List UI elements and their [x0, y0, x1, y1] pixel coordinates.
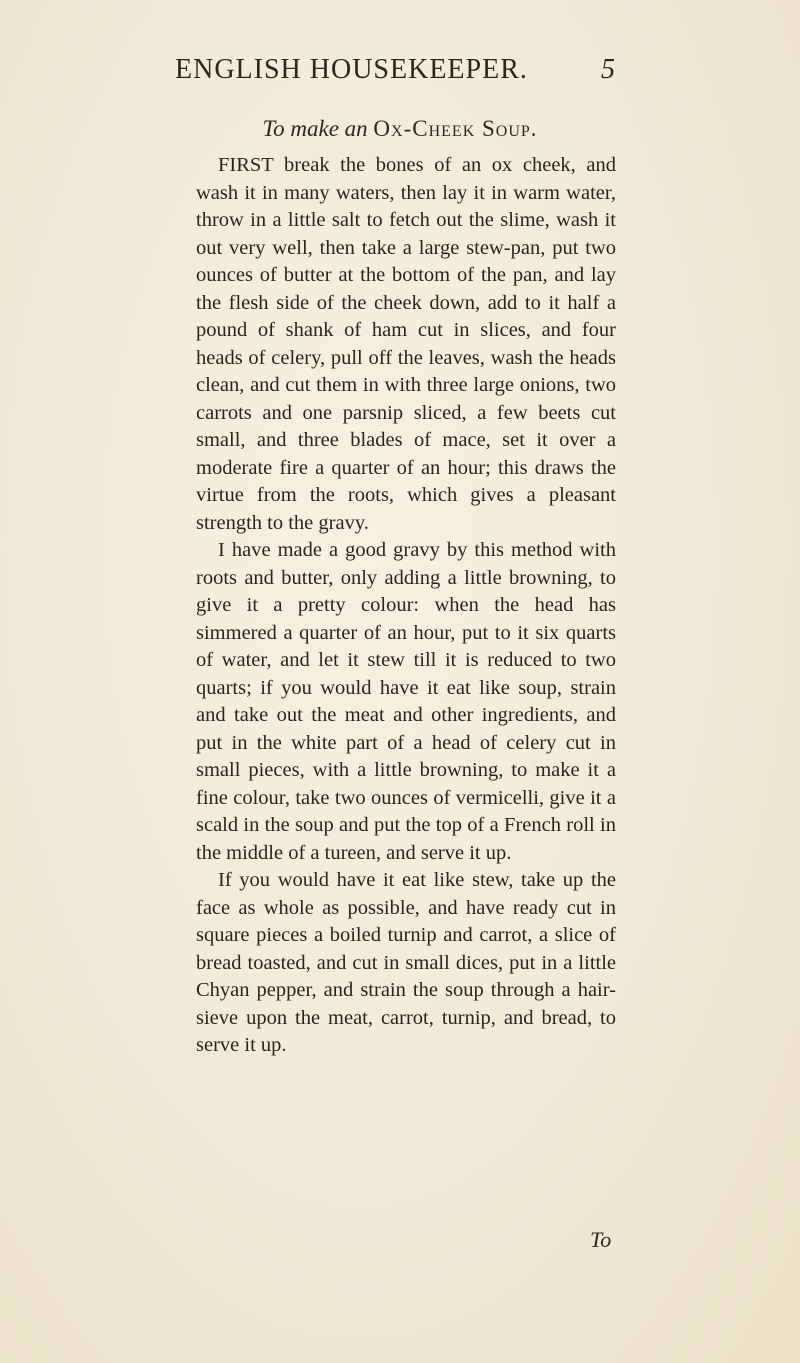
recipe-title-prefix: To make an: [262, 116, 368, 141]
recipe-title-main: Ox-Cheek Soup.: [373, 116, 538, 141]
paragraph-gravy: I have made a good gravy by this method with roots and butter, only adding a little browning, to give it a pretty colour: when the head has simmered a quarter of an hour, put to it six quarts of water, and let it stew till it is reduced to two quarts; if you would have it eat like soup, strain and take out the meat and other ingredients, and put in the white part of a head of celery cut in small pieces, with a little browning, to make it a fine colour, take two ounces of vermicelli, give it a scald in the soup and put the top of a French roll in the middle of a tureen, and serve it up.: [196, 539, 616, 864]
recipe-body: [196, 152, 616, 1060]
recipe-title: [0, 116, 800, 142]
page-header: [175, 54, 615, 86]
catchword: To: [590, 1227, 612, 1252]
page-number: 5: [601, 54, 615, 85]
running-head: ENGLISH HOUSEKEEPER.: [175, 54, 528, 85]
paragraph-method: FIRST break the bones of an ox cheek, and wash it in many waters, then lay it in warm water, throw in a little salt to fetch out the slime, wash it out very well, then take a large stew-pan, put two ounces of butter at the bottom of the pan, and lay the flesh side of the cheek down, add to it half a pound of shank of ham cut in slices, and four heads of celery, pull off the leaves, wash the heads clean, and cut them in with three large onions, two carrots and one parsnip sliced, a few beets cut small, and three blades of mace, set it over a moderate fire a quarter of an hour; this draws the virtue from the roots, which gives a pleasant strength to the gravy.: [196, 154, 616, 534]
paragraph-stew: If you would have it eat like stew, take up the face as whole as possible, and have ready cut in square pieces a boiled turnip and carrot, a slice of bread toasted, and cut in small dices, put in a little Chyan pepper, and strain the soup through a hair-sieve upon the meat, carrot, turnip, and bread, to serve it up.: [196, 869, 616, 1056]
